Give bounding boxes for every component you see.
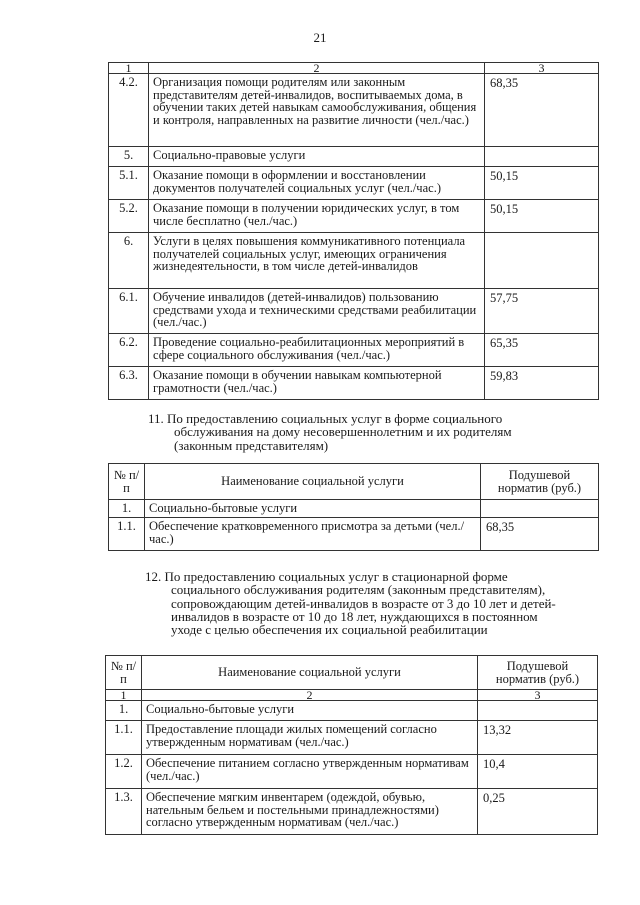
row-number: 5.2. bbox=[109, 200, 149, 233]
index-cell: 1 bbox=[109, 63, 149, 74]
index-cell: 1 bbox=[106, 690, 142, 701]
column-index-row bbox=[106, 690, 598, 701]
table-row bbox=[106, 721, 598, 755]
norm-value: 65,35 bbox=[485, 334, 599, 367]
column-header-norm: Подушевой норматив (руб.) bbox=[481, 464, 599, 500]
page-number: 21 bbox=[313, 30, 327, 45]
row-number: 1. bbox=[109, 500, 145, 518]
home-services-table bbox=[108, 463, 599, 551]
index-cell: 3 bbox=[485, 63, 599, 74]
table-row bbox=[109, 367, 599, 400]
table-row bbox=[109, 200, 599, 233]
table-row bbox=[106, 789, 598, 835]
norm-value: 68,35 bbox=[485, 74, 599, 147]
norm-value bbox=[485, 233, 599, 289]
norm-value bbox=[481, 500, 599, 518]
service-name: Социально-правовые услуги bbox=[149, 147, 485, 167]
row-number: 1.1. bbox=[106, 721, 142, 755]
table-header-row bbox=[109, 464, 599, 500]
norm-value: 0,25 bbox=[478, 789, 598, 835]
row-number: 6. bbox=[109, 233, 149, 289]
service-name: Обеспечение кратковременного присмотра за детьми (чел./час.) bbox=[145, 518, 481, 551]
norm-value: 13,32 bbox=[478, 721, 598, 755]
services-table-continued bbox=[108, 62, 599, 400]
row-number: 5.1. bbox=[109, 167, 149, 200]
table-row bbox=[109, 500, 599, 518]
row-number: 6.2. bbox=[109, 334, 149, 367]
table-row bbox=[109, 233, 599, 289]
service-name: Социально-бытовые услуги bbox=[145, 500, 481, 518]
norm-value: 50,15 bbox=[485, 200, 599, 233]
column-index-row bbox=[109, 63, 599, 74]
service-name: Организация помощи родителям или законным представителям детей-инвалидов, воспитываемых дома, в обучении таких детей навыкам самообслуживания, общения и контроля, направленных на развитие личности (чел./час.) bbox=[149, 74, 485, 147]
index-cell: 2 bbox=[142, 690, 478, 701]
row-number: 1.2. bbox=[106, 755, 142, 789]
row-number: 6.1. bbox=[109, 289, 149, 334]
table-row bbox=[109, 74, 599, 147]
service-name: Оказание помощи в получении юридических услуг, в том числе бесплатно (чел./час.) bbox=[149, 200, 485, 233]
column-header-number: № п/п bbox=[106, 656, 142, 690]
table-header-row bbox=[106, 656, 598, 690]
table-row bbox=[106, 755, 598, 789]
service-name: Обеспечение питанием согласно утвержденным нормативам (чел./час.) bbox=[142, 755, 478, 789]
service-name: Предоставление площади жилых помещений согласно утвержденным нормативам (чел./час.) bbox=[142, 721, 478, 755]
row-number: 5. bbox=[109, 147, 149, 167]
table-row bbox=[109, 518, 599, 551]
index-cell: 3 bbox=[478, 690, 598, 701]
section-heading-line: 11. По предоставлению социальных услуг в форме социального bbox=[148, 411, 503, 426]
norm-value: 50,15 bbox=[485, 167, 599, 200]
norm-value: 68,35 bbox=[481, 518, 599, 551]
norm-value: 10,4 bbox=[478, 755, 598, 789]
service-name: Оказание помощи в обучении навыкам компьютерной грамотности (чел./час.) bbox=[149, 367, 485, 400]
norm-value bbox=[478, 701, 598, 721]
column-header-service: Наименование социальной услуги bbox=[142, 656, 478, 690]
section-heading-line: 12. По предоставлению социальных услуг в стационарной форме bbox=[145, 569, 508, 584]
row-number: 1.3. bbox=[106, 789, 142, 835]
row-number: 6.3. bbox=[109, 367, 149, 400]
service-name: Обеспечение мягким инвентарем (одеждой, обувью, нательным бельем и постельными принадлежностями) согласно утвержденным нормативам (чел./час.) bbox=[142, 789, 478, 835]
norm-value bbox=[485, 147, 599, 167]
table-row bbox=[109, 334, 599, 367]
row-number: 1.1. bbox=[109, 518, 145, 551]
column-header-service: Наименование социальной услуги bbox=[145, 464, 481, 500]
inpatient-services-table bbox=[105, 655, 598, 835]
section-11-heading bbox=[148, 412, 568, 452]
section-heading-text: социального обслуживания родителям (законным представителям), сопровождающим детей-инвалидов в возрасте от 3 до 10 лет и детей-инвалидов в возрасте от 10 до 18 лет, нуждающихся в постоянном уходе с целью обеспечения их социальной реабилитации bbox=[171, 582, 556, 637]
service-name: Обучение инвалидов (детей-инвалидов) пользованию средствами ухода и техническими средствами реабилитации (чел./час.) bbox=[149, 289, 485, 334]
norm-value: 57,75 bbox=[485, 289, 599, 334]
service-name: Услуги в целях повышения коммуникативного потенциала получателей социальных услуг, имеющих ограничения жизнедеятельности, в том числе детей-инвалидов bbox=[149, 233, 485, 289]
column-header-norm: Подушевой норматив (руб.) bbox=[478, 656, 598, 690]
table-row bbox=[106, 701, 598, 721]
section-heading-text: обслуживания на дому несовершеннолетним и их родителям (законным представителям) bbox=[174, 424, 512, 453]
norm-value: 59,83 bbox=[485, 367, 599, 400]
index-cell: 2 bbox=[149, 63, 485, 74]
section-12-heading bbox=[145, 570, 571, 636]
service-name: Проведение социально-реабилитационных мероприятий в сфере социального обслуживания (чел./час.) bbox=[149, 334, 485, 367]
row-number: 1. bbox=[106, 701, 142, 721]
service-name: Оказание помощи в оформлении и восстановлении документов получателей социальных услуг (чел./час.) bbox=[149, 167, 485, 200]
column-header-number: № п/п bbox=[109, 464, 145, 500]
table-row bbox=[109, 147, 599, 167]
table-row bbox=[109, 167, 599, 200]
service-name: Социально-бытовые услуги bbox=[142, 701, 478, 721]
row-number: 4.2. bbox=[109, 74, 149, 147]
table-row bbox=[109, 289, 599, 334]
